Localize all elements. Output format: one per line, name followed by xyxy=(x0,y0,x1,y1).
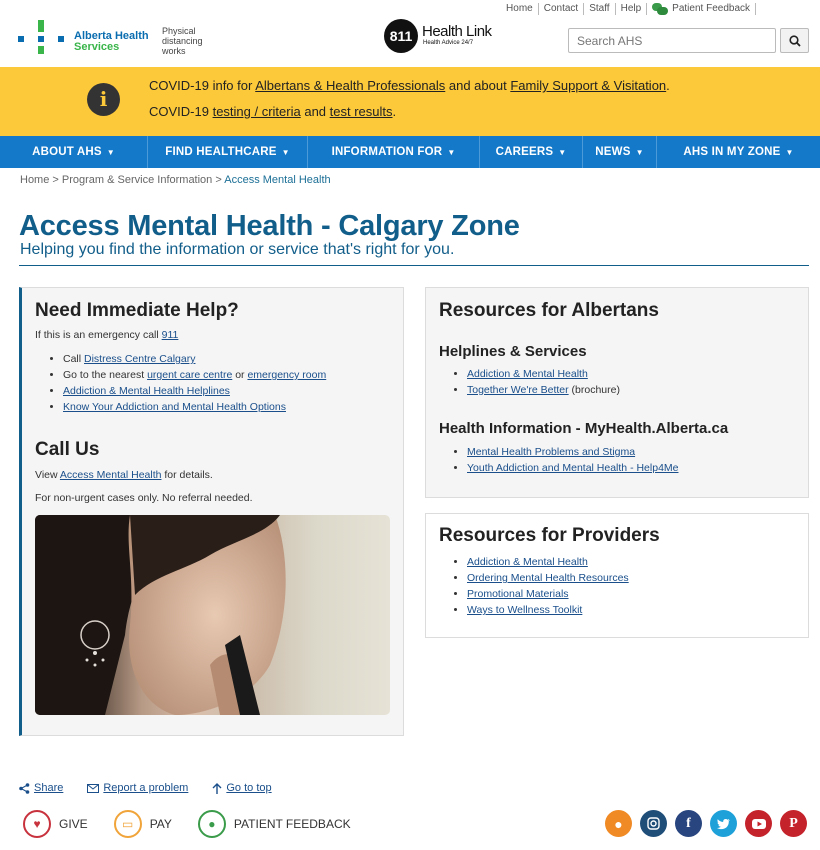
stigma-link[interactable]: Mental Health Problems and Stigma xyxy=(467,446,636,458)
list-item-mid: or xyxy=(232,369,248,381)
chevron-down-icon: ▼ xyxy=(106,147,115,157)
breadcrumb-home[interactable]: Home xyxy=(20,174,50,186)
info-icon: i xyxy=(87,83,120,116)
providers-amh-link[interactable]: Addiction & Mental Health xyxy=(467,556,588,568)
nav-item-find-healthcare[interactable] xyxy=(148,136,308,168)
patient-feedback-label: Patient Feedback xyxy=(672,3,750,14)
page-subtitle: Helping you find the information or service that's right for you. xyxy=(20,241,455,258)
ordering-resources-link[interactable]: Ordering Mental Health Resources xyxy=(467,572,629,584)
providers-resources-panel xyxy=(425,513,809,638)
breadcrumb-program-info[interactable]: Program & Service Information xyxy=(61,174,213,186)
breadcrumb-separator: > xyxy=(215,174,222,186)
helplines-list xyxy=(467,366,620,398)
covid-banner xyxy=(0,67,820,136)
health-info-heading: Health Information - MyHealth.Alberta.ca xyxy=(439,420,729,437)
chevron-down-icon: ▼ xyxy=(447,147,456,157)
credit-card-icon: ▭ xyxy=(114,810,142,838)
utility-links xyxy=(501,3,756,15)
nav-item-information-for[interactable] xyxy=(308,136,480,168)
logo-text-line1: Alberta Health xyxy=(74,30,149,42)
tagline-line1: Physical xyxy=(162,26,196,36)
util-link-contact[interactable]: Contact xyxy=(539,3,584,15)
list-item xyxy=(63,383,326,399)
share-link[interactable]: Share xyxy=(34,782,64,794)
heart-icon: ♥ xyxy=(23,810,51,838)
ahs-logo-text[interactable] xyxy=(74,31,149,53)
pay-label: PAY xyxy=(149,817,172,831)
covid-line1-prefix: COVID-19 info for xyxy=(149,78,256,93)
list-item xyxy=(63,399,326,415)
main-nav xyxy=(0,136,820,168)
healthlink-811-icon[interactable]: 811 xyxy=(384,19,418,53)
list-item xyxy=(63,351,326,367)
covid-line2-end: . xyxy=(392,104,397,119)
util-link-help[interactable]: Help xyxy=(616,3,648,15)
woman-on-phone-image xyxy=(35,515,390,715)
health-info-list xyxy=(467,444,679,476)
footer-actions xyxy=(23,810,377,838)
list-item xyxy=(467,554,629,570)
call-us-suffix: for details. xyxy=(161,469,213,481)
helplines-heading: Helplines & Services xyxy=(439,343,587,360)
pinterest-icon[interactable]: P xyxy=(780,810,807,837)
covid-results-link[interactable]: test results xyxy=(329,104,393,119)
nav-label: INFORMATION FOR xyxy=(331,146,443,158)
arrow-up-icon xyxy=(212,783,222,794)
albertans-heading: Resources for Albertans xyxy=(439,300,659,321)
util-link-patient-feedback[interactable] xyxy=(647,3,756,15)
nav-item-about-ahs[interactable] xyxy=(0,136,148,168)
albertans-amh-link[interactable]: Addiction & Mental Health xyxy=(467,368,588,380)
chevron-down-icon: ▼ xyxy=(281,147,290,157)
list-item xyxy=(467,366,620,382)
breadcrumb-current: Access Mental Health xyxy=(224,174,331,186)
nav-label: CAREERS xyxy=(495,146,554,158)
nav-label: ABOUT AHS xyxy=(32,146,102,158)
emergency-text xyxy=(35,329,178,341)
patient-feedback-button[interactable] xyxy=(198,810,351,838)
facebook-icon[interactable]: f xyxy=(675,810,702,837)
nav-label: FIND HEALTHCARE xyxy=(165,146,277,158)
go-to-top-link[interactable]: Go to top xyxy=(226,782,272,794)
covid-line1-end: . xyxy=(666,78,670,93)
pay-button[interactable] xyxy=(114,810,172,838)
urgent-care-link[interactable]: urgent care centre xyxy=(147,369,233,381)
tagline-line2: distancing xyxy=(162,36,203,46)
report-problem-link[interactable]: Report a problem xyxy=(103,782,189,794)
immediate-help-list xyxy=(63,351,326,415)
share-icon xyxy=(19,783,30,794)
nav-item-ahs-in-my-zone[interactable] xyxy=(657,136,820,168)
distancing-tagline xyxy=(162,26,203,56)
top-item xyxy=(212,782,271,794)
covid-line2-prefix: COVID-19 xyxy=(149,104,213,119)
share-item xyxy=(19,782,63,794)
util-link-home[interactable]: Home xyxy=(501,3,539,15)
brochure-label: (brochure) xyxy=(568,384,620,396)
list-item xyxy=(467,570,629,586)
healthlink-title[interactable]: Health Link xyxy=(422,23,492,40)
covid-family-link[interactable]: Family Support & Visitation xyxy=(510,78,667,93)
emergency-prefix: If this is an emergency call xyxy=(35,329,162,341)
nav-item-news[interactable] xyxy=(583,136,657,168)
list-item-prefix: Call xyxy=(63,353,85,365)
photo-illustration xyxy=(35,515,390,715)
covid-line2-mid: and xyxy=(300,104,330,119)
breadcrumb xyxy=(20,174,331,186)
wellness-toolkit-link[interactable]: Ways to Wellness Toolkit xyxy=(467,604,583,616)
search-button[interactable] xyxy=(780,28,809,53)
instagram-icon[interactable] xyxy=(640,810,667,837)
chevron-down-icon: ▼ xyxy=(635,147,644,157)
distress-centre-link[interactable]: Distress Centre Calgary xyxy=(84,353,196,365)
list-item-prefix: Go to the nearest xyxy=(63,369,148,381)
providers-list xyxy=(467,554,629,618)
non-urgent-note: For non-urgent cases only. No referral needed. xyxy=(35,492,253,504)
providers-heading: Resources for Providers xyxy=(439,525,660,546)
call-us-prefix: View xyxy=(35,469,60,481)
immediate-help-panel xyxy=(19,287,404,736)
breadcrumb-separator: > xyxy=(52,174,59,186)
chat-icon[interactable]: ● xyxy=(605,810,632,837)
call-us-heading: Call Us xyxy=(35,439,100,460)
title-divider xyxy=(19,265,809,266)
covid-albertans-link[interactable]: Albertans & Health Professionals xyxy=(255,78,446,93)
tagline-line3: works xyxy=(162,46,186,56)
call-us-text xyxy=(35,469,213,481)
twitter-icon[interactable] xyxy=(710,810,737,837)
emergency-911-link[interactable]: 911 xyxy=(161,329,179,341)
help4me-link[interactable]: Youth Addiction and Mental Health - Help4Me xyxy=(467,462,679,474)
give-button[interactable] xyxy=(23,810,88,838)
covid-line1-mid: and about xyxy=(445,78,511,93)
envelope-icon xyxy=(87,784,99,793)
ahs-logo-icon[interactable] xyxy=(18,20,66,54)
page-title: Access Mental Health - Calgary Zone xyxy=(19,210,520,242)
speech-bubbles-icon xyxy=(652,3,668,15)
give-label: GIVE xyxy=(59,817,88,831)
site-header xyxy=(0,0,820,67)
report-item xyxy=(87,782,188,794)
list-item xyxy=(63,367,326,383)
nav-item-careers[interactable] xyxy=(480,136,583,168)
immediate-help-heading: Need Immediate Help? xyxy=(35,300,239,321)
list-item xyxy=(467,460,679,476)
youtube-icon[interactable] xyxy=(745,810,772,837)
patient-feedback-footer-label: PATIENT FEEDBACK xyxy=(233,817,351,831)
util-link-staff[interactable]: Staff xyxy=(584,3,615,15)
access-mental-health-link[interactable]: Access Mental Health xyxy=(59,469,162,481)
chevron-down-icon: ▼ xyxy=(558,147,567,157)
promotional-materials-link[interactable]: Promotional Materials xyxy=(467,588,569,600)
nav-label: AHS IN MY ZONE xyxy=(683,146,781,158)
helplines-link[interactable]: Addiction & Mental Health Helplines xyxy=(63,385,230,397)
list-item xyxy=(467,586,629,602)
feedback-bubbles-icon: ● xyxy=(198,810,226,838)
list-item xyxy=(467,444,679,460)
list-item xyxy=(467,602,629,618)
albertans-resources-panel xyxy=(425,287,809,498)
know-options-link[interactable]: Know Your Addiction and Mental Health Options xyxy=(63,401,286,413)
page-tools xyxy=(19,782,272,794)
search-icon xyxy=(789,35,801,47)
logo-text-line2: Services xyxy=(74,41,120,53)
healthlink-subtitle: Health Advice 24/7 xyxy=(423,40,474,46)
covid-line-1 xyxy=(149,78,670,93)
list-item xyxy=(467,382,620,398)
covid-line-2 xyxy=(149,104,396,119)
nav-label: NEWS xyxy=(595,146,631,158)
emergency-room-link[interactable]: emergency room xyxy=(247,369,327,381)
covid-testing-link[interactable]: testing / criteria xyxy=(212,104,301,119)
together-better-link[interactable]: Together We're Better xyxy=(467,384,569,396)
chevron-down-icon: ▼ xyxy=(785,147,794,157)
search-input[interactable] xyxy=(568,28,776,53)
